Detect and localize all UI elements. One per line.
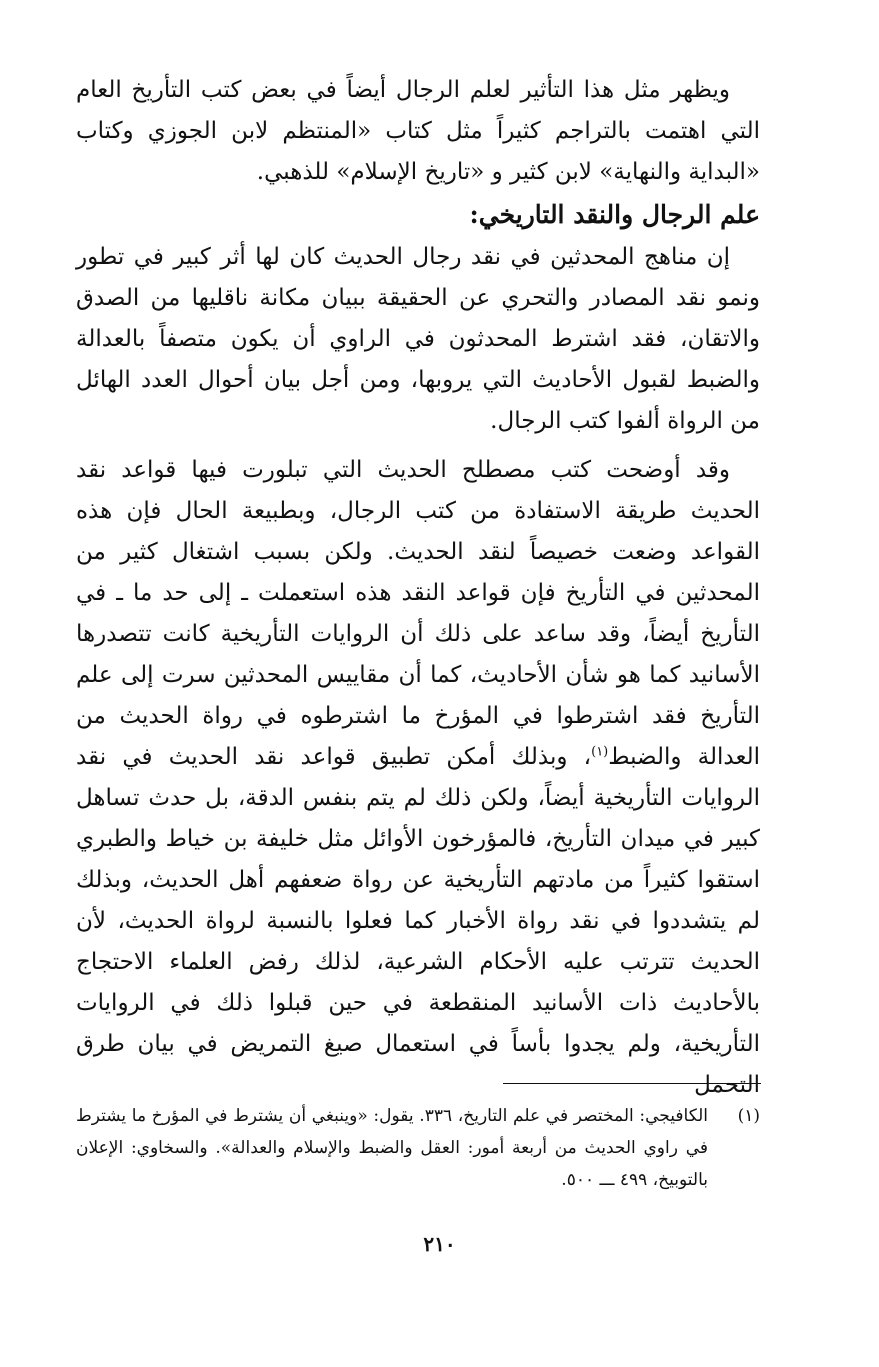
footnotes — [76, 1100, 760, 1196]
footnote-number: (١) — [737, 1106, 760, 1126]
page-number: ٢١٠ — [423, 1232, 456, 1256]
footnote-1 — [76, 1100, 760, 1196]
paragraph-history-books: ويظهر مثل هذا التأثير لعلم الرجال أيضاً في بعض كتب التأريخ العام التي اهتمت بالتراجم كثيراً مثل كتاب «المنتظم لابن الجوزي وكتاب «البداية والنهاية» لابن كثير و «تاريخ الإسلام» للذهبي. — [76, 77, 760, 185]
paragraph-hadith-methods — [76, 237, 760, 442]
paragraph-hadith-methods-text: إن مناهج المحدثين في نقد رجال الحديث كان لها أثر كبير في تطور ونمو نقد المصادر والتحري عن الحقيقة ببيان مكانة ناقليها من الصدق والاتقان، فقد اشترط المحدثون في الراوي أن يكون متصفاً بالعدالة والضبط لقبول الأحاديث التي يروبها، ومن أجل بيان أحوال العدد الهائل من الرواة ألفوا كتب الرجال. — [76, 244, 760, 434]
section-heading: علم الرجال والنقد التاريخي: — [469, 200, 760, 229]
footnote-reference[interactable]: (١) — [591, 744, 609, 760]
footnote-divider — [503, 1083, 761, 1084]
paragraph-criticism-rules-text-1: وقد أوضحت كتب مصطلح الحديث التي تبلورت فيها قواعد نقد الحديث طريقة الاستفادة من كتب الرجال، وبطبيعة الحال فإن هذه القواعد وضعت خصيصاً لنقد الحديث. ولكن بسبب اشتغال كثير من المحدثين في التأريخ فإن قواعد النقد هذه استعملت ـ إلى حد ما ـ في التأريخ أيضاً، وقد ساعد على ذلك أن الروايات التأريخية كانت تتصدرها الأسانيد كما هو شأن الأحاديث، كما أن مقاييس المحدثين سرت إلى علم التأريخ فقد اشترطوا في المؤرخ ما اشترطوه في رواة الحديث من العدالة والضبط — [76, 457, 760, 770]
footnote-text: الكافيجي: المختصر في علم التاريخ، ٣٣٦. يقول: «وينبغي أن يشترط في المؤرخ ما يشترط في راوي الحديث من أربعة أمور: العقل والضبط والإسلام والعدالة». والسخاوي: الإعلان بالتوبيخ، ٤٩٩ ـــ ٥٠٠. — [76, 1106, 708, 1190]
main-text — [76, 70, 760, 1106]
paragraph-criticism-rules-text-2: ، وبذلك أمكن تطبيق قواعد نقد الحديث في نقد الروايات التأريخية أيضاً، ولكن ذلك لم يتم بنفس الدقة، بل حدث تساهل كبير في ميدان التأريخ، فالمؤرخون الأوائل مثل خليفة بن خياط والطبري استقوا كثيراً من مادتهم التأريخية عن رواة ضعفهم أهل الحديث، وبذلك لم يتشددوا في نقد رواة الأخبار كما فعلوا بالنسبة لرواة الحديث، لأن الحديث تترتب عليه الأحكام الشرعية، لذلك رفض العلماء الاحتجاج بالأحاديث ذات الأسانيد المنقطعة في حين قبلوا ذلك في الروايات التأريخية، ولم يجدوا بأساً في استعمال صيغ التمريض في بيان طرق التحمل — [76, 744, 760, 1098]
paragraph-criticism-rules — [76, 450, 760, 1106]
